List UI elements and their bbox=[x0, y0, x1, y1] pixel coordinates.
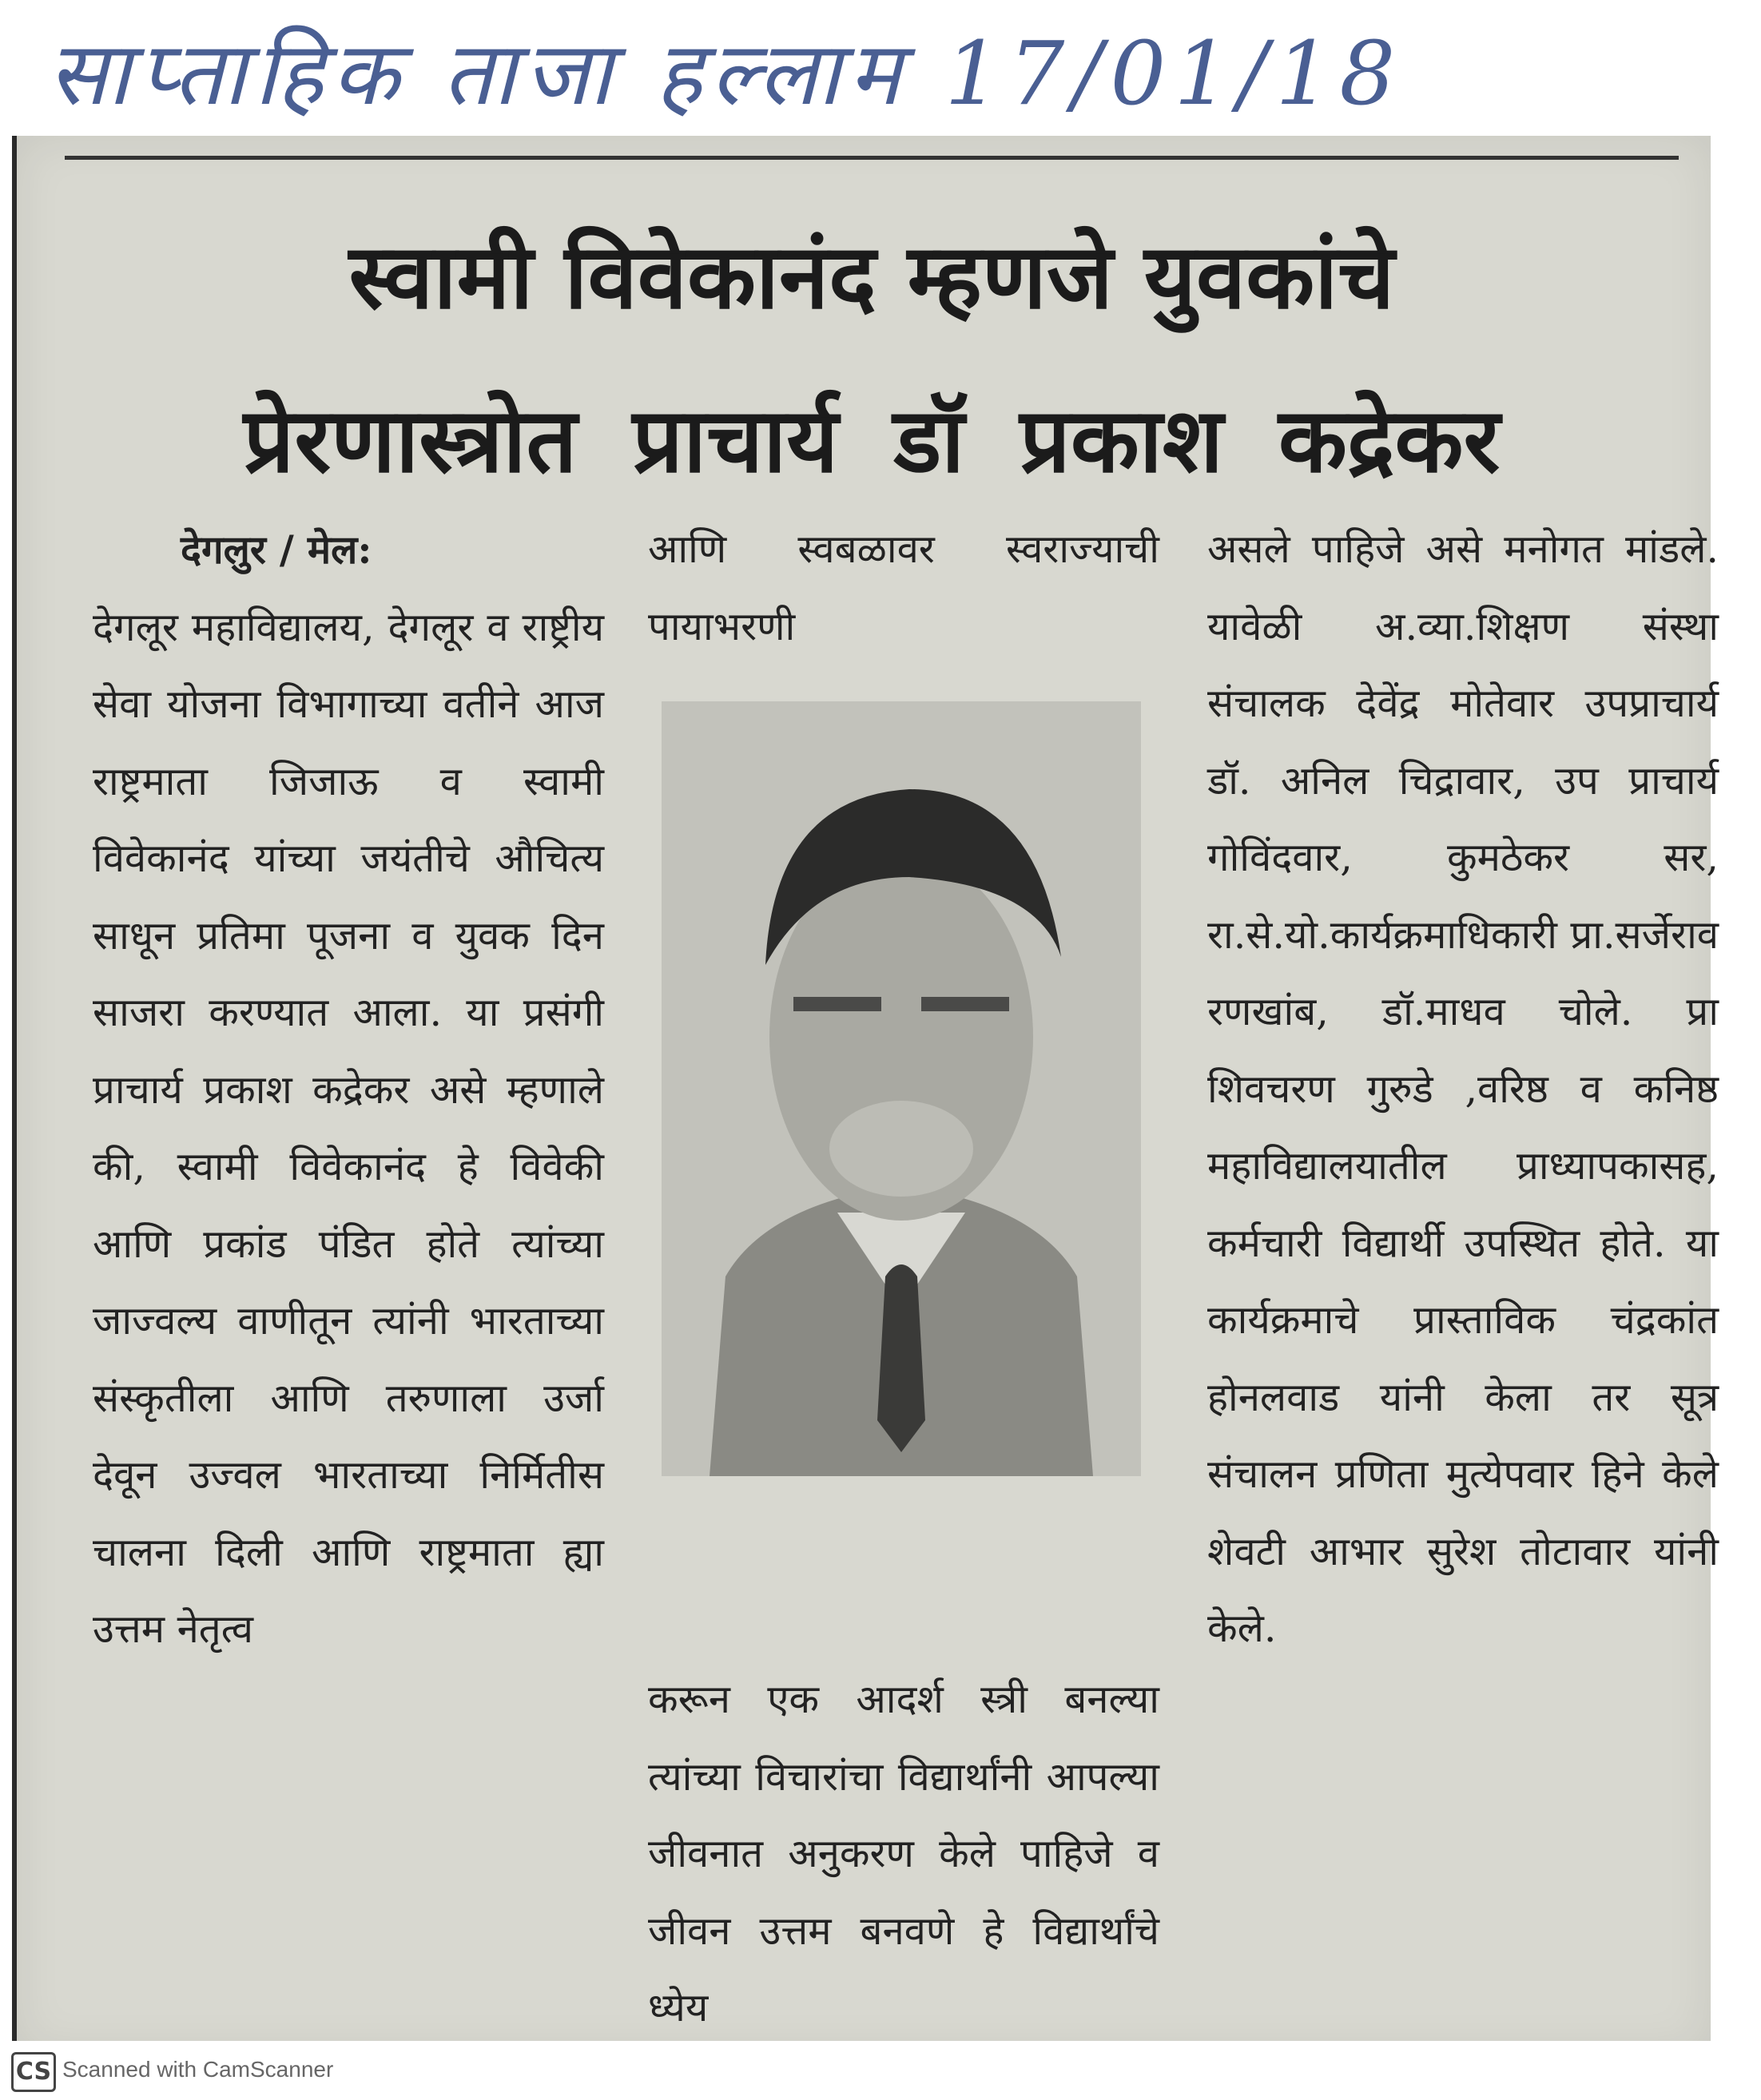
scanner-footer bbox=[0, 2041, 1761, 2100]
column-1-body: देगलूर महाविद्यालय, देगलूर व राष्ट्रीय सेवा योजना विभागाच्या वतीने आज राष्ट्रमाता जिजाऊ व स्वामी विवेकानंद यांच्या जयंतीचे औचित्य साधून प्रतिमा पूजना व युवक दिन साजरा करण्यात आला. या प्रसंगी प्राचार्य प्रकाश कद्रेकर असे म्हणाले की, स्वामी विवेकानंद हे विवेकी आणि प्रकांड पंडित होते त्यांच्या जाज्वल्य वाणीतून त्यांनी भारताच्या संस्कृतीला आणि तरुणाला उर्जा देवून उज्वल भारताच्या निर्मितीस चालना दिली आणि राष्ट्रमाता ह्या उत्तम नेतृत्व bbox=[93, 604, 604, 1652]
scanner-watermark-text: Scanned with CamScanner bbox=[62, 2057, 334, 2082]
headline-line-1: स्वामी विवेकानंद म्हणजे युवकांचे bbox=[348, 225, 1395, 329]
camscanner-logo-icon: CS bbox=[11, 2052, 56, 2092]
headline-line-2: प्रेरणास्त्रोत प्राचार्य डॉ प्रकाश कद्रेकर bbox=[243, 389, 1501, 493]
handwritten-date-note: साप्ताहिक ताजा हल्लाम 17/01/18 bbox=[48, 22, 1404, 125]
article-column-1 bbox=[93, 511, 604, 1669]
portrait-image bbox=[662, 701, 1141, 1476]
column-2-top: आणि स्वबळावर स्वराज्याची पायाभरणी bbox=[648, 526, 1159, 649]
column-2-bottom: करून एक आदर्श स्त्री बनल्या त्यांच्या विचारांचा विद्यार्थांनी आपल्या जीवनात अनुकरण केले पाहिजे व जीवन उत्तम बनवणे हे विद्यार्थांचे ध्येय bbox=[648, 1677, 1159, 2031]
top-rule bbox=[65, 156, 1679, 160]
column-3-body: असले पाहिजे असे मनोगत मांडले. यावेळी अ.व्या.शिक्षण संस्था संचालक देवेंद्र मोतेवार उपप्राचार्य डॉ. अनिल चिद्रावार, उप प्राचार्य गोविंदवार, कुमठेकर सर, रा.से.यो.कार्यक्रमाधिकारी प्रा.सर्जेराव रणखांब, डॉ.माधव चोले. प्रा शिवचरण गुरुडे ,वरिष्ठ व कनिष्ठ महाविद्यालयातील प्राध्यापकासह, कर्मचारी विद्यार्थी उपस्थित होते. या कार्यक्रमाचे प्रास्ताविक चंद्रकांत होनलवाड यांनी केला तर सूत्र संचालन प्रणिता मुत्येपवार हिने केले शेवटी आभार सुरेश तोटावार यांनी केले. bbox=[1207, 526, 1719, 1651]
article-column-3 bbox=[1207, 511, 1719, 1668]
article-column-2 bbox=[648, 511, 1159, 2031]
portrait-photo bbox=[662, 701, 1141, 1476]
dateline: देगलुर / मेल: bbox=[181, 526, 372, 573]
